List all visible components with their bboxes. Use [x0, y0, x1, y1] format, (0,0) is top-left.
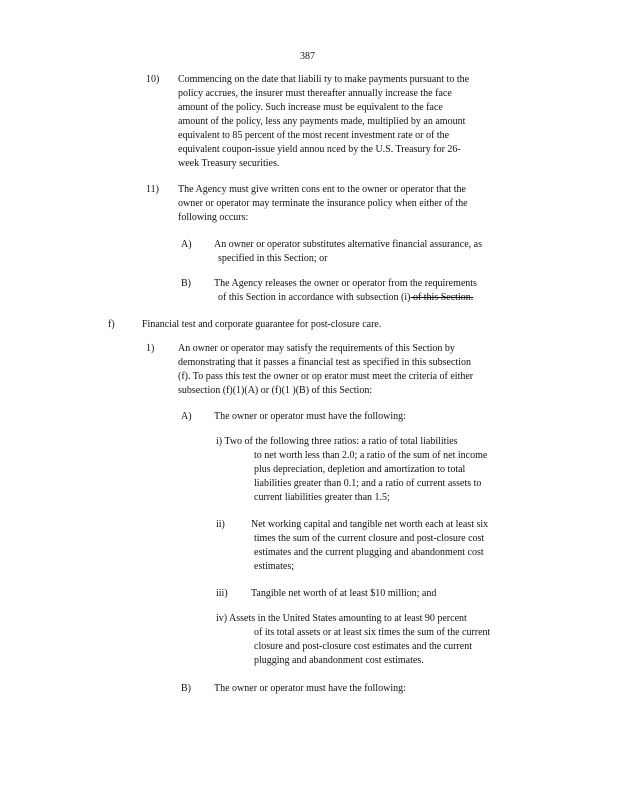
section-f-label: f)	[108, 319, 115, 330]
f1-label: 1)	[146, 343, 155, 354]
f1-text	[178, 342, 533, 398]
f1a-label: A)	[181, 411, 192, 422]
item-10-line: equivalent coupon-issue yield annou nced by the U.S. Treasury for 26-	[178, 144, 461, 155]
item-11a-label: A)	[181, 239, 192, 250]
f1a-ii-line: times the sum of the current closure and post-closure cost	[254, 533, 485, 544]
f1a-i-line: to net worth less than 2.0; a ratio of the sum of net income	[254, 450, 488, 461]
f1a-i-text	[216, 435, 536, 505]
f1a-iii-label: iii)	[216, 588, 228, 599]
item-11a-line: An owner or operator substitutes alternative financial assurance, as	[214, 239, 482, 250]
f1a-ii-line: estimates;	[254, 561, 294, 572]
f1a-ii-label: ii)	[216, 519, 225, 530]
f1a-iv-line: plugging and abandonment cost estimates.	[254, 655, 424, 666]
item-11-text	[178, 183, 528, 225]
f1a-i-line: plus depreciation, depletion and amortization to total	[254, 464, 466, 475]
item-10-label: 10)	[146, 74, 160, 85]
f1a-iii-text: Tangible net worth of at least $10 million; and	[251, 588, 437, 599]
f1a-text: The owner or operator must have the following:	[214, 411, 406, 422]
item-10-text	[178, 73, 528, 171]
item-11b-struck-text: of this Section.	[410, 292, 474, 303]
f1a-i-line: liabilities greater than 0.1; and a ratio of current assets to	[254, 478, 482, 489]
f1a-iv-line: of its total assets or at least six times the sum of the current	[254, 627, 491, 638]
item-10-line: amount of the policy, less any payments made, multiplied by an amount	[178, 116, 466, 127]
f1a-i-line: i) Two of the following three ratios: a ratio of total liabilities	[216, 436, 458, 447]
item-11a-line: specified in this Section; or	[218, 253, 328, 264]
f1-line: (f). To pass this test the owner or op erator must meet the criteria of either	[178, 371, 474, 382]
f1a-iv-line: iv) Assets in the United States amounting to at least 90 percent	[216, 613, 467, 624]
f1-line: An owner or operator may satisfy the requirements of this Section by	[178, 343, 455, 354]
item-11b-label: B)	[181, 278, 191, 289]
page-number: 387	[300, 51, 315, 62]
f1b-text: The owner or operator must have the following:	[214, 683, 406, 694]
item-10-line: equivalent to 85 percent of the most recent investment rate or of the	[178, 130, 450, 141]
item-10-line: week Treasury securities.	[178, 158, 280, 169]
item-11b-line: The Agency releases the owner or operator from the requirements	[214, 278, 477, 289]
item-11b-line	[214, 291, 536, 305]
f1a-ii-text	[251, 518, 536, 574]
f1a-ii-line: Net working capital and tangible net worth each at least six	[251, 519, 489, 530]
f1a-ii-line: estimates and the current plugging and abandonment cost	[254, 547, 484, 558]
section-f-heading: Financial test and corporate guarantee for post-closure care.	[142, 319, 382, 330]
item-10-line: Commencing on the date that liabili ty to make payments pursuant to the	[178, 74, 470, 85]
item-11b-text	[214, 277, 536, 305]
item-10-line: amount of the policy. Such increase must be equivalent to the face	[178, 102, 443, 113]
f1-line: demonstrating that it passes a financial test as specified in this subsection	[178, 357, 471, 368]
item-10-line: policy accrues, the insurer must thereafter annually increase the face	[178, 88, 452, 99]
item-11-label: 11)	[146, 184, 159, 195]
item-11-line: following occurs:	[178, 212, 249, 223]
item-11b-line2-text: of this Section in accordance with subsection (i)	[218, 292, 411, 303]
f1a-iv-line: closure and post-closure cost estimates and the current	[254, 641, 472, 652]
f1-line: subsection (f)(1)(A) or (f)(1 )(B) of this Section:	[178, 385, 373, 396]
f1a-i-line: current liabilities greater than 1.5;	[254, 492, 390, 503]
item-11-line: The Agency must give written cons ent to the owner or operator that the	[178, 184, 466, 195]
f1a-iv-text	[216, 612, 536, 668]
f1b-label: B)	[181, 683, 191, 694]
item-11a-text	[214, 238, 536, 266]
item-11-line: owner or operator may terminate the insurance policy when either of the	[178, 198, 468, 209]
